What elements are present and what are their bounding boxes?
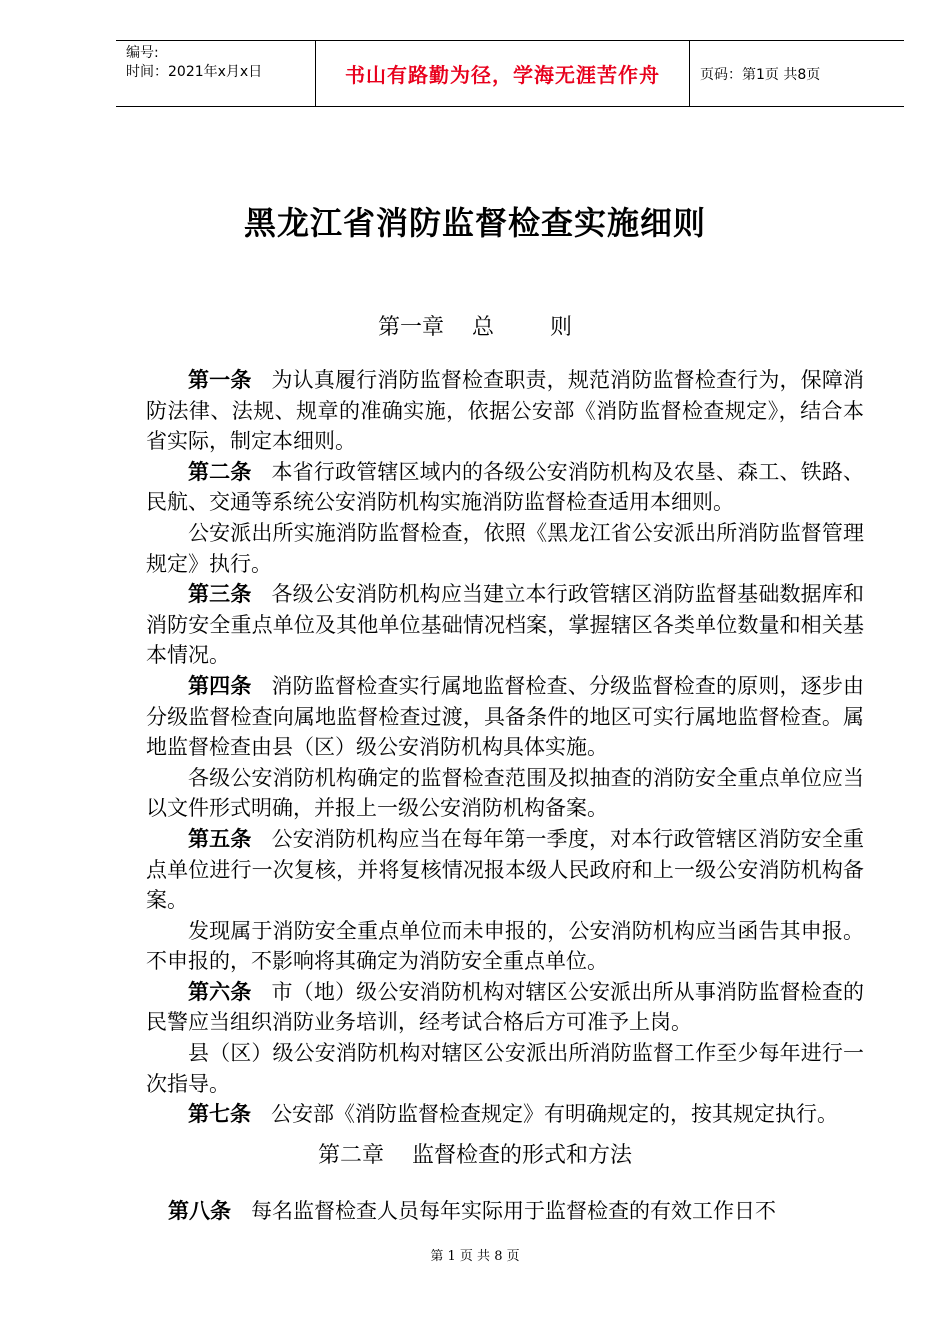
header-meta <box>116 41 316 106</box>
article-label: 第三条 <box>188 582 252 607</box>
article-paragraph <box>146 763 864 824</box>
article-text: 公安消防机构应当在每年第一季度，对本行政管辖区消防安全重点单位进行一次复核，并将复核情况报本级人民政府和上一级公安消防机构备案。 <box>146 826 864 913</box>
article-label: 第七条 <box>188 1102 251 1127</box>
header-motto: 书山有路勤为径，学海无涯苦作舟 <box>316 41 690 106</box>
chapter-1-title-part2: 则 <box>550 315 573 340</box>
article-text: 县（区）级公安消防机构对辖区公安派出所消防监督工作至少每年进行一次指导。 <box>146 1041 864 1096</box>
article-paragraph <box>146 1099 864 1130</box>
article-paragraph <box>146 977 864 1038</box>
chapter-2-title: 监督检查的形式和方法 <box>412 1143 633 1168</box>
article-text: 各级公安消防机构确定的监督检查范围及拟抽查的消防安全重点单位应当以文件形式明确，并报上一级公安消防机构备案。 <box>146 765 864 821</box>
header-page-info: 页码：第1页 共8页 <box>700 66 821 83</box>
article-label: 第二条 <box>188 459 252 484</box>
article-paragraph <box>146 824 864 916</box>
page-header <box>116 40 904 107</box>
number-label: 编号: <box>126 45 159 61</box>
chapter-1-number: 第一章 <box>377 315 444 340</box>
article-text: 为认真履行消防监督检查职责，规范消防监督检查行为，保障消防法律、法规、规章的准确实施，依据公安部《消防监督检查规定》，结合本省实际，制定本细则。 <box>146 368 864 454</box>
article-text: 发现属于消防安全重点单位而未申报的，公安消防机构应当函告其申报。不申报的，不影响将其确定为消防安全重点单位。 <box>146 918 864 974</box>
article-paragraph <box>146 916 864 977</box>
article-text: 公安派出所实施消防监督检查，依照《黑龙江省公安派出所消防监督管理规定》执行。 <box>146 520 864 576</box>
article-text: 公安部《消防监督检查规定》有明确规定的，按其规定执行。 <box>271 1102 838 1127</box>
article-label: 第四条 <box>188 673 252 698</box>
article-label: 第六条 <box>188 979 252 1004</box>
document-title: 黑龙江省消防监督检查实施细则 <box>243 204 706 242</box>
article-paragraph <box>146 1038 864 1099</box>
page-footer: 第 1 页 共 8 页 <box>430 1249 520 1264</box>
time-label: 时间：2021年x月x日 <box>126 64 263 80</box>
article-paragraph <box>146 518 864 579</box>
article-8-text: 每名监督检查人员每年实际用于监督检查的有效工作日不 <box>251 1199 776 1223</box>
article-paragraph <box>146 457 864 518</box>
article-text: 各级公安消防机构应当建立本行政管辖区消防监督基础数据库和消防安全重点单位及其他单位基础情况档案，掌握辖区各类单位数量和相关基本情况。 <box>146 582 864 668</box>
article-paragraph <box>146 579 864 671</box>
chapter-1-heading <box>0 310 950 341</box>
article-paragraph <box>146 365 864 457</box>
article-label: 第一条 <box>188 368 252 392</box>
article-8-paragraph <box>168 1196 888 1226</box>
chapter-1-title-part1: 总 <box>471 315 494 340</box>
article-label: 第五条 <box>188 826 252 851</box>
chapter-1-body <box>146 365 864 1130</box>
chapter-2-heading <box>0 1138 950 1169</box>
article-paragraph <box>146 671 864 763</box>
article-text: 本省行政管辖区域内的各级公安消防机构及农垦、森工、铁路、民航、交通等系统公安消防机构实施消防监督检查适用本细则。 <box>146 459 864 515</box>
article-text: 消防监督检查实行属地监督检查、分级监督检查的原则，逐步由分级监督检查向属地监督检查过渡，具备条件的地区可实行属地监督检查。属地监督检查由县（区）级公安消防机构具体实施。 <box>146 673 864 760</box>
chapter-2-number: 第二章 <box>317 1143 384 1168</box>
article-8-label: 第八条 <box>168 1199 231 1223</box>
article-text: 市（地）级公安消防机构对辖区公安派出所从事消防监督检查的民警应当组织消防业务培训，经考试合格后方可准予上岗。 <box>146 979 864 1035</box>
